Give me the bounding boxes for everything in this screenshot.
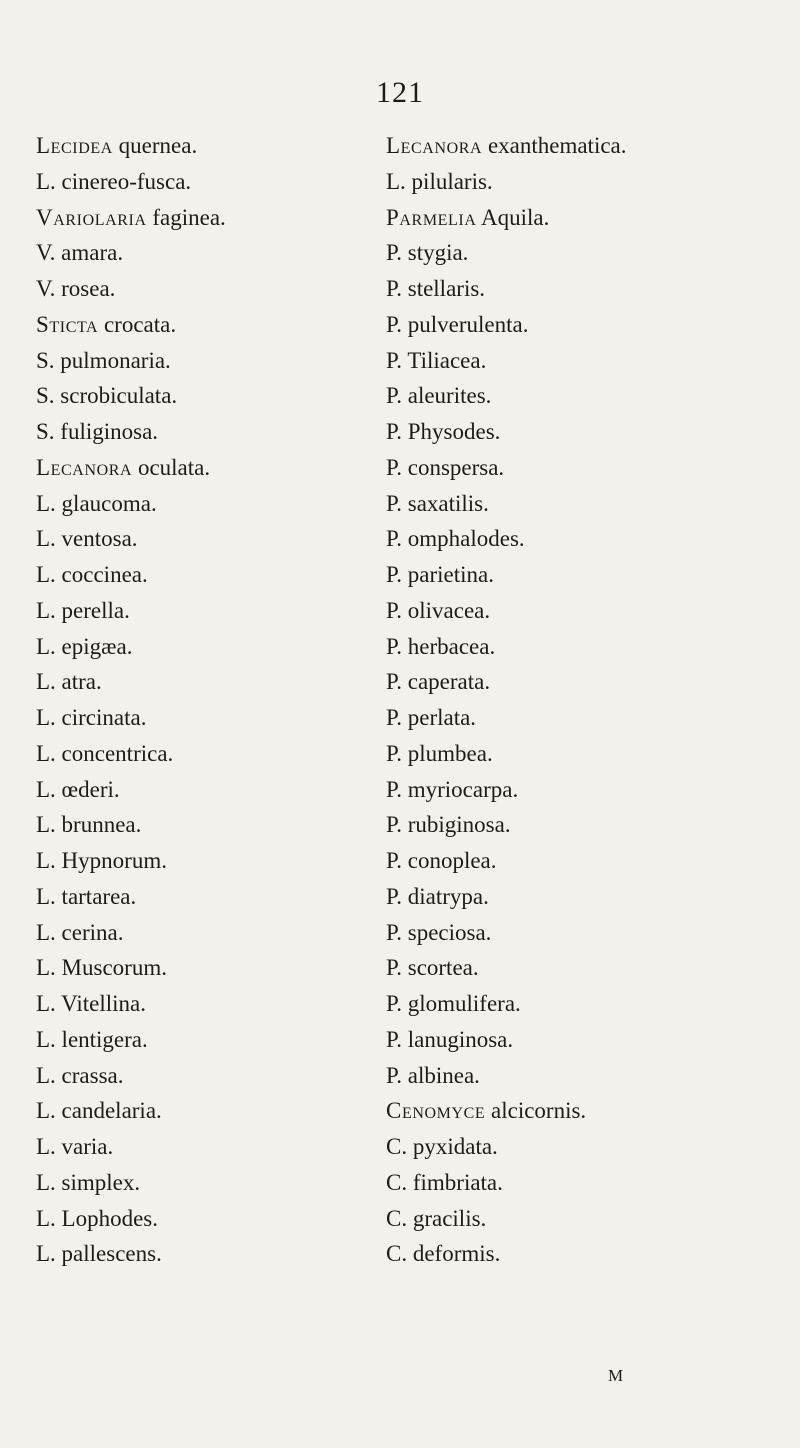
species-entry [386, 879, 796, 915]
genus-name: Sticta [36, 311, 99, 337]
species-entry [386, 521, 796, 557]
species-entry [386, 664, 796, 700]
species-text: P. Tiliacea. [386, 347, 487, 373]
species-text: L. œderi. [36, 776, 120, 802]
species-text: L. crassa. [36, 1062, 124, 1088]
species-entry [386, 200, 796, 236]
species-entry [386, 986, 796, 1022]
species-text: P. myriocarpa. [386, 776, 519, 802]
species-entry [36, 629, 376, 665]
species-text: L. glaucoma. [36, 490, 157, 516]
species-text: L. coccinea. [36, 562, 148, 587]
species-text: C. deformis. [386, 1241, 501, 1267]
species-text: P. saxatilis. [386, 490, 489, 516]
species-text: P. parietina. [386, 562, 494, 587]
species-entry [386, 307, 796, 343]
species-text: V. rosea. [36, 276, 116, 301]
species-entry [36, 414, 376, 450]
species-entry [386, 235, 796, 271]
species-text: L. Hypnorum. [36, 848, 167, 873]
species-entry [386, 915, 796, 951]
species-entry [386, 1165, 796, 1201]
genus-name: Cenomyce [386, 1098, 486, 1124]
species-text: L. circinata. [36, 705, 147, 730]
species-entry [36, 128, 376, 164]
species-entry [386, 772, 796, 808]
species-text: P. conoplea. [386, 848, 497, 873]
species-text: Aquila. [476, 204, 550, 230]
species-text: P. olivacea. [386, 597, 491, 623]
species-text: P. lanuginosa. [386, 1026, 514, 1052]
genus-name: Variolaria [36, 204, 147, 230]
species-entry [36, 271, 376, 307]
species-entry [386, 128, 796, 164]
species-text: P. aleurites. [386, 383, 492, 409]
species-entry [386, 807, 796, 843]
species-entry [386, 378, 796, 414]
species-entry [36, 700, 376, 736]
species-text: L. Vitellina. [36, 991, 146, 1016]
species-text: S. pulmonaria. [36, 347, 171, 373]
species-entry [386, 1201, 796, 1237]
species-entry [36, 1022, 376, 1058]
species-text: L. atra. [36, 669, 102, 695]
species-text: faginea. [146, 204, 226, 230]
species-text: alcicornis. [485, 1098, 587, 1124]
species-text: L. tartarea. [36, 883, 137, 909]
species-entry [386, 843, 796, 879]
species-text: C. pyxidata. [386, 1134, 498, 1159]
species-text: P. caperata. [386, 669, 491, 695]
species-text: P. plumbea. [386, 740, 493, 766]
species-text: P. stellaris. [386, 276, 486, 301]
species-entry [36, 486, 376, 522]
species-text: L. cinereo-fusca. [36, 168, 192, 194]
species-text: P. speciosa. [386, 919, 492, 945]
species-text: S. scrobiculata. [36, 383, 178, 409]
species-entry [36, 200, 376, 236]
genus-name: Lecidea [36, 133, 113, 158]
species-entry [386, 1058, 796, 1094]
species-entry [386, 1093, 796, 1129]
species-entry [36, 986, 376, 1022]
species-text: L. epigæa. [36, 633, 133, 659]
species-text: P. omphalodes. [386, 526, 525, 552]
species-text: L. candelaria. [36, 1098, 162, 1124]
species-entry [36, 1129, 376, 1165]
species-entry [36, 1093, 376, 1129]
species-entry [36, 1236, 376, 1272]
species-entry [36, 807, 376, 843]
species-entry [386, 629, 796, 665]
species-text: V. amara. [36, 240, 124, 266]
species-entry [386, 343, 796, 379]
species-text: L. ventosa. [36, 526, 138, 552]
species-entry [386, 1236, 796, 1272]
species-entry [36, 378, 376, 414]
species-text: crocata. [98, 311, 177, 337]
genus-name: Lecanora [386, 133, 483, 158]
signature-mark: M [608, 1366, 625, 1385]
page-number: 121 [376, 76, 424, 109]
species-text: L. pallescens. [36, 1241, 162, 1267]
species-entry [36, 1165, 376, 1201]
species-text: exanthematica. [482, 133, 627, 158]
species-entry [36, 950, 376, 986]
species-entry [386, 1022, 796, 1058]
species-text: P. pulverulenta. [386, 311, 529, 337]
species-text: L. Lophodes. [36, 1205, 159, 1231]
species-entry [386, 450, 796, 486]
species-text: L. Muscorum. [36, 955, 167, 981]
species-text: C. fimbriata. [386, 1169, 503, 1195]
species-entry [36, 915, 376, 951]
species-entry [386, 736, 796, 772]
species-entry [386, 557, 796, 593]
species-entry [36, 843, 376, 879]
species-entry [36, 879, 376, 915]
species-entry [386, 414, 796, 450]
species-text: P. glomulifera. [386, 991, 521, 1016]
species-text: C. gracilis. [386, 1205, 487, 1231]
species-text: quernea. [112, 133, 198, 158]
species-entry [36, 736, 376, 772]
right-species-column [386, 128, 796, 1272]
left-species-column [36, 128, 376, 1272]
species-text: P. stygia. [386, 240, 469, 266]
species-text: L. simplex. [36, 1169, 141, 1195]
species-entry [36, 557, 376, 593]
species-entry [36, 593, 376, 629]
species-entry [36, 1058, 376, 1094]
species-entry [386, 700, 796, 736]
genus-name: Parmelia [386, 204, 477, 230]
species-text: P. rubiginosa. [386, 812, 511, 838]
species-text: S. fuliginosa. [36, 419, 159, 444]
species-entry [386, 593, 796, 629]
species-entry [36, 307, 376, 343]
species-text: L. cerina. [36, 919, 124, 945]
species-text: P. Physodes. [386, 419, 501, 444]
species-text: oculata. [132, 454, 211, 480]
species-text: L. concentrica. [36, 740, 174, 766]
species-text: L. pilularis. [386, 168, 493, 194]
species-entry [386, 1129, 796, 1165]
species-text: L. lentigera. [36, 1026, 148, 1052]
species-text: P. scortea. [386, 955, 479, 981]
species-text: P. diatrypa. [386, 883, 489, 909]
species-entry [36, 1201, 376, 1237]
species-text: L. varia. [36, 1134, 114, 1159]
species-entry [36, 343, 376, 379]
species-entry [36, 521, 376, 557]
species-text: P. conspersa. [386, 454, 505, 480]
species-entry [36, 450, 376, 486]
species-entry [36, 664, 376, 700]
species-entry [36, 235, 376, 271]
species-entry [386, 950, 796, 986]
species-entry [386, 486, 796, 522]
species-text: L. perella. [36, 597, 130, 623]
species-text: P. herbacea. [386, 633, 496, 659]
species-text: L. brunnea. [36, 812, 142, 838]
species-text: P. albinea. [386, 1062, 480, 1088]
species-entry [386, 164, 796, 200]
species-text: P. perlata. [386, 705, 477, 730]
species-entry [386, 271, 796, 307]
species-entry [36, 772, 376, 808]
species-entry [36, 164, 376, 200]
genus-name: Lecanora [36, 454, 133, 480]
